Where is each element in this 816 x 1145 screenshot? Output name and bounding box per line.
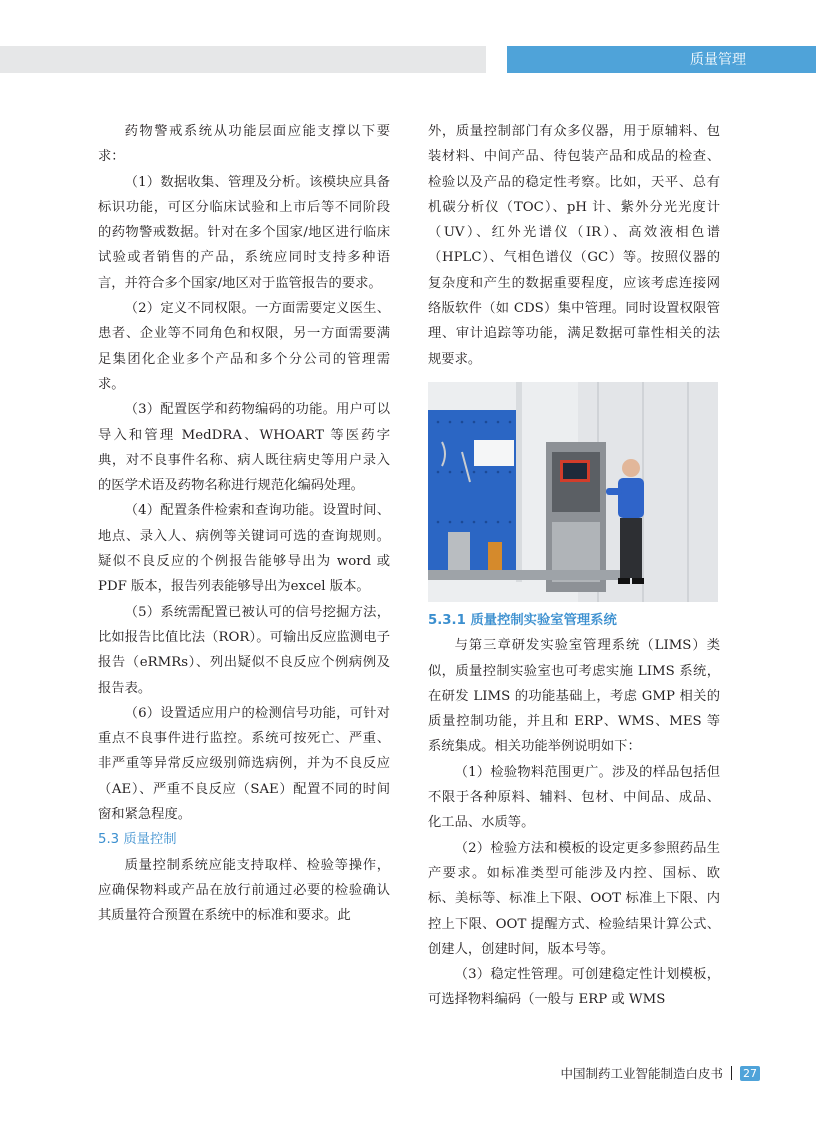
paragraph: （2）检验方法和模板的设定更多参照药品生产要求。如标准类型可能涉及内控、国标、欧标、美标等、标准上下限、OOT 标准上下限、内控上下限、OOT 提醒方式、检验结果计算公式、创建人，创建时间，版本号等。 [428,840,720,957]
paragraph: （4）配置条件检索和查询功能。设置时间、地点、录入人、病例等关键词可选的查询规则。疑似不良反应的个例报告能够导出为 word 或 PDF 版本，报告列表能够导出为excel 版本。 [98,503,390,595]
paragraph: （2）定义不同权限。一方面需要定义医生、患者、企业等不同角色和权限，另一方面需要满足集团化企业多个产品和多个分公司的管理需求。 [98,301,390,392]
paragraph: （1）检验物料范围更广。涉及的样品包括但不限于各种原料、辅料、包材、中间品、成品、化工品、水质等。 [428,764,720,831]
paragraph: 与第三章研发实验室管理系统（LIMS）类似，质量控制实验室也可考虑实施 LIMS 系统，在研发 LIMS 的功能基础上，考虑 GMP 相关的质量控制功能，并且和 ERP、WMS、MES 等系统集成。相关功能举例说明如下： [428,638,720,755]
paragraph: （6）设置适应用户的检测信号功能，可针对重点不良事件进行监控。系统可按死亡、严重、非严重等异常反应级别筛选病例，并为不良反应（AE）、严重不良反应（SAE）配置不同的时间窗和紧急程度。 [98,705,390,823]
paragraph: 药物警戒系统从功能层面应能支撑以下要求： [98,124,390,165]
right-column [428,119,720,1013]
subsection-heading: 5.3.1 质量控制实验室管理系统 [428,612,617,628]
section-heading: 5.3 质量控制 [98,832,177,848]
paragraph: （5）系统需配置已被认可的信号挖掘方法，比如报告比值比法（ROR）。可输出反应监测电子报告（eRMRs）、列出疑似不良反应个例病例及报告表。 [98,604,390,696]
lab-photo-illustration [428,382,718,602]
paragraph: 质量控制系统应能支持取样、检验等操作，应确保物料或产品在放行前通过必要的检验确认其质量符合预置在系统中的标准和要求。此 [98,857,390,924]
header-gray-bar [0,46,486,73]
header-section-title: 质量管理 [690,52,746,68]
paragraph: （3）稳定性管理。可创建稳定性计划模板，可选择物料编码（一般与 ERP 或 WMS [428,967,720,1008]
publication-title: 中国制药工业智能制造白皮书 [560,1066,723,1081]
footer-divider [731,1066,732,1080]
page-footer [560,1064,760,1082]
lab-photo [428,382,718,602]
paragraph: （3）配置医学和药物编码的功能。用户可以导入和管理 MedDRA、WHOART 等医药字典，对不良事件名称、病人既往病史等用户录入的医学术语及药物名称进行规范化编码处理。 [98,402,390,494]
paragraph: （1）数据收集、管理及分析。该模块应具备标识功能，可区分临床试验和上市后等不同阶段的药物警戒数据。针对在多个国家/地区进行临床试验或者销售的产品，系统应同时支持多种语言，并符合多个国家/地区对于监管报告的要求。 [98,174,390,291]
paragraph-continuation: 外，质量控制部门有众多仪器，用于原辅料、包装材料、中间产品、待包装产品和成品的检查、检验以及产品的稳定性考察。比如，天平、总有机碳分析仪（TOC）、pH 计、紫外分光光度计（UV）、红外光谱仪（IR）、高效液相色谱（HPLC）、气相色谱仪（GC）等。按照仪器的复杂度和产生的数据重要程度，应该考虑连接网络版软件（如 CDS）集中管理。同时设置权限管理、审计追踪等功能，满足数据可靠性相关的法规要求。 [428,124,720,367]
left-column [98,119,390,929]
page-number: 27 [740,1066,760,1081]
header-blue-bar [507,46,816,73]
